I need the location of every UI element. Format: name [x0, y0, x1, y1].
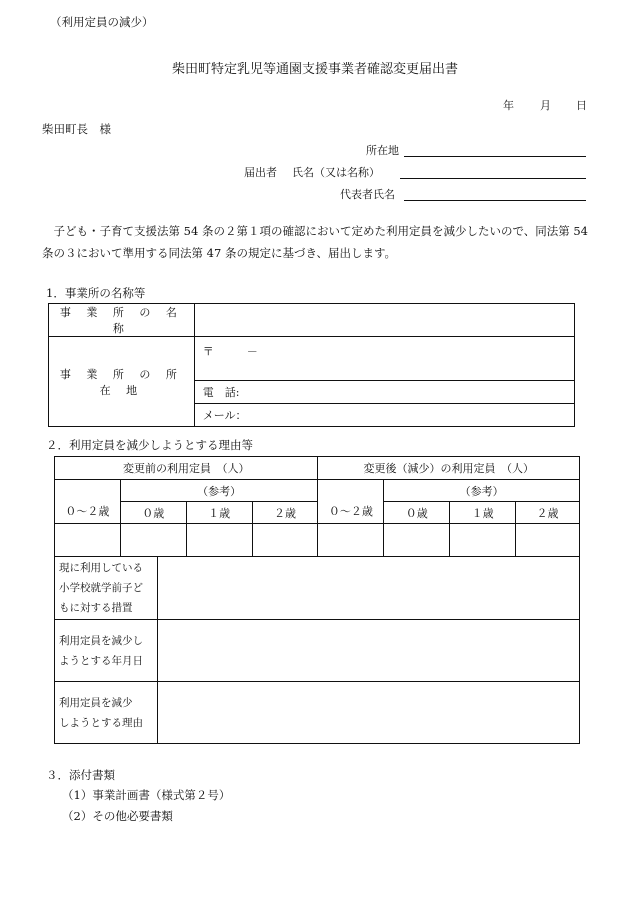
current-measures-line-2: 小学校就学前子ど [59, 582, 143, 594]
current-measures-label [55, 557, 158, 620]
section2-heading: ２．利用定員を減少しようとする理由等 [46, 438, 253, 452]
before-capacity-header: 変更前の利用定員 （人） [55, 457, 318, 480]
section3-heading: ３．添付書類 [46, 768, 115, 782]
date-month: 月 [540, 99, 551, 112]
after-col-1: １歳 [450, 502, 516, 524]
reduction-reason-line-2: しようとする理由 [59, 716, 143, 729]
address-label: 所在地 [366, 144, 399, 157]
phone-field[interactable] [194, 381, 574, 404]
before-col-0: ０歳 [120, 502, 186, 524]
before-col-0-2: ０～２歳 [55, 480, 121, 524]
before-ref-header: （参考） [120, 480, 318, 502]
reduction-reason-field[interactable] [157, 682, 579, 744]
facility-name-field[interactable] [194, 304, 574, 337]
reduction-date-line-2: ようとする年月日 [59, 654, 143, 667]
after-value-1[interactable] [450, 524, 516, 557]
attachment-item-1: （1）事業計画書（様式第２号） [62, 788, 231, 802]
email-label: メール： [202, 409, 247, 422]
reduction-reason-line-1: 利用定員を減少 [59, 696, 133, 709]
facility-location-label: 事 業 所 の 所 在 地 [49, 337, 195, 427]
facility-table [48, 303, 575, 427]
postal-field[interactable] [194, 337, 574, 381]
address-line[interactable] [404, 156, 586, 157]
document-title: 柴田町特定乳児等通園支援事業者確認変更届出書 [171, 62, 458, 77]
postal-mark: 〒 － [202, 345, 258, 358]
reason-table [54, 556, 580, 744]
section1-heading: 1．事業所の名称等 [46, 286, 146, 300]
before-value-1[interactable] [186, 524, 252, 557]
representative-label: 代表者氏名 [340, 188, 395, 201]
after-col-2: ２歳 [516, 502, 580, 524]
email-field[interactable] [194, 404, 574, 427]
name-label: 氏名（又は名称） [292, 166, 380, 179]
after-capacity-header: 変更後（減少）の利用定員 （人） [318, 457, 580, 480]
after-value-2[interactable] [516, 524, 580, 557]
before-col-1: １歳 [186, 502, 252, 524]
representative-line[interactable] [404, 200, 586, 201]
date-day: 日 [576, 99, 587, 112]
after-ref-header: （参考） [384, 480, 580, 502]
current-measures-line-3: もに対する措置 [59, 602, 133, 614]
current-measures-line-1: 現に利用している [59, 562, 143, 574]
reduction-reason-label [55, 682, 158, 744]
reduction-date-label [55, 620, 158, 682]
current-measures-field[interactable] [157, 557, 579, 620]
phone-label: 電 話: [202, 386, 240, 399]
body-paragraph: 子ども・子育て支援法第 54 条の２第１項の確認において定めた利用定員を減少したいので、同法第 54 条の３において準用する同法第 47 条の規定に基づき、届出します。 [42, 224, 588, 260]
before-value-0[interactable] [120, 524, 186, 557]
after-col-0-2: ０～２歳 [318, 480, 384, 524]
form-note: （利用定員の減少） [50, 15, 154, 29]
attachment-item-2: （2）その他必要書類 [62, 809, 173, 823]
before-value-0-2[interactable] [55, 524, 121, 557]
capacity-table [54, 456, 580, 557]
reduction-date-field[interactable] [157, 620, 579, 682]
facility-name-label: 事 業 所 の 名 称 [49, 304, 195, 337]
after-col-0: ０歳 [384, 502, 450, 524]
before-col-2: ２歳 [252, 502, 318, 524]
reduction-date-line-1: 利用定員を減少し [59, 634, 143, 647]
after-value-0[interactable] [384, 524, 450, 557]
before-value-2[interactable] [252, 524, 318, 557]
after-value-0-2[interactable] [318, 524, 384, 557]
notifier-label: 届出者 [244, 166, 277, 179]
name-line[interactable] [400, 178, 586, 179]
date-year: 年 [503, 99, 514, 112]
addressee: 柴田町長 様 [42, 122, 111, 136]
